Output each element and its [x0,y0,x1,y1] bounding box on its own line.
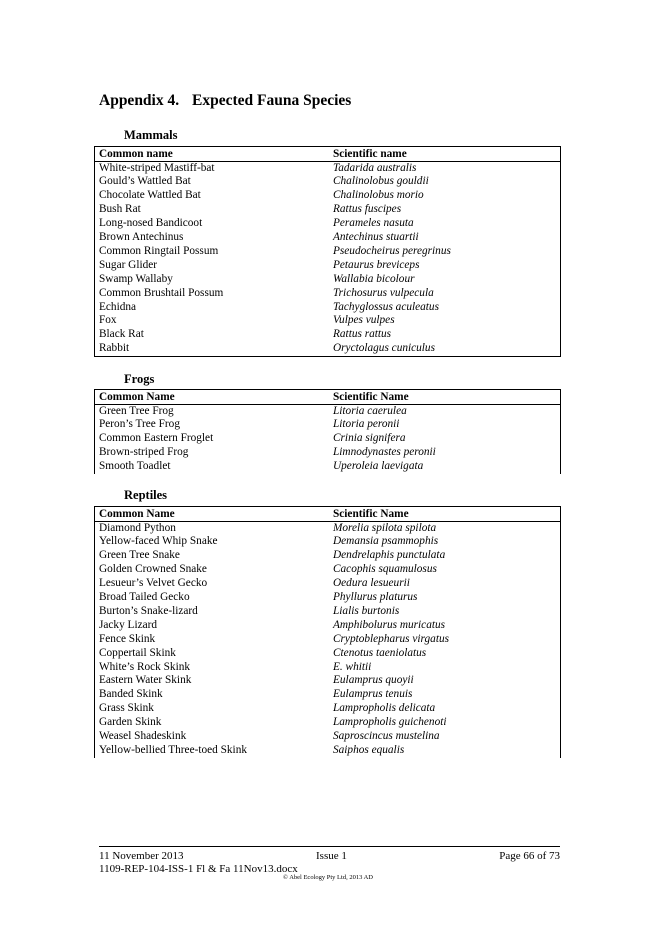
footer-page-number: Page 66 of 73 [499,850,560,862]
table-row [95,744,561,758]
table-header-row [95,507,561,522]
footer-document-reference: 1109-REP-104-ISS-1 Fl & Fa 11Nov13.docx [99,863,298,875]
appendix-title: Expected Fauna Species [192,92,352,109]
scientific-name-cell: Oryctolagus cuniculus [333,342,435,355]
frogs-heading: Frogs [124,372,155,386]
common-name-cell: Green Tree Frog [99,404,174,417]
scientific-name-cell: Demansia psammophis [333,535,439,548]
scientific-name-cell: Wallabia bicolour [333,272,415,285]
scientific-name-cell: Cacophis squamulosus [333,563,437,576]
table-row [95,404,561,418]
mammals-table [94,146,561,357]
footer-date: 11 November 2013 [99,850,184,862]
table-row [95,328,561,342]
common-name-cell: Rabbit [99,342,130,355]
common-name-cell: Long-nosed Bandicoot [99,217,203,230]
scientific-name-cell: Chalinolobus gouldii [333,175,429,188]
common-name-cell: Diamond Python [99,521,176,534]
common-name-cell: Common Eastern Froglet [99,432,214,445]
scientific-name-cell: Oedura lesueurii [333,577,410,590]
scientific-name-cell: Eulamprus tenuis [333,688,413,701]
footer-issue: Issue 1 [316,850,347,862]
common-name-cell: Smooth Toadlet [99,460,171,473]
page-title [99,92,351,110]
table-header-row [95,390,561,405]
common-name-cell: Coppertail Skink [99,646,176,659]
common-name-cell: Jacky Lizard [99,618,158,631]
scientific-name-cell: Rattus fuscipes [333,203,402,216]
common-name-cell: White’s Rock Skink [99,660,190,673]
common-name-cell: Black Rat [99,328,144,341]
scientific-name-cell: Antechinus stuartii [333,231,419,244]
common-name-cell: Brown Antechinus [99,231,184,244]
table-row [95,716,561,730]
common-name-cell: Yellow-bellied Three-toed Skink [99,744,247,756]
common-name-cell: Peron’s Tree Frog [99,418,180,431]
table-row [95,605,561,619]
common-name-cell: Banded Skink [99,688,163,701]
scientific-name-cell: Cryptoblepharus virgatus [333,632,450,645]
table-row [95,521,561,535]
table-row [95,633,561,647]
scientific-name-cell: Tachyglossus aculeatus [333,300,439,313]
table-row [95,577,561,591]
scientific-name-cell: Uperoleia laevigata [333,460,424,473]
table-row [95,217,561,231]
scientific-name-cell: Limnodynastes peronii [333,446,436,459]
table-row [95,446,561,460]
table-row [95,189,561,203]
appendix-number: Appendix 4. [99,92,180,109]
table-row [95,161,561,175]
common-name-cell: Grass Skink [99,702,154,715]
common-name-cell: Gould’s Wattled Bat [99,175,191,188]
scientific-name-cell: Crinia signifera [333,432,406,445]
table-row [95,273,561,287]
table-row [95,688,561,702]
table-row [95,702,561,716]
common-name-cell: Weasel Shadeskink [99,730,187,743]
column-header-common: Common Name [99,508,175,520]
common-name-cell: Lesueur’s Velvet Gecko [99,577,208,590]
common-name-cell: Echidna [99,300,137,313]
footer-copyright: © Abel Ecology Pty Ltd, 2013 AD [283,874,373,881]
column-header-scientific: Scientific Name [333,391,409,403]
common-name-cell: Golden Crowned Snake [99,563,207,576]
frogs-table [94,389,561,474]
table-header-row [95,147,561,162]
table-row [95,432,561,446]
table-row [95,591,561,605]
scientific-name-cell: Rattus rattus [333,328,392,341]
scientific-name-cell: Chalinolobus morio [333,189,424,202]
table-row [95,301,561,315]
table-row [95,418,561,432]
common-name-cell: White-striped Mastiff-bat [99,161,215,174]
scientific-name-cell: Vulpes vulpes [333,314,395,327]
table-row [95,342,561,356]
common-name-cell: Swamp Wallaby [99,272,173,285]
column-header-scientific: Scientific Name [333,508,409,520]
scientific-name-cell: Litoria caerulea [333,404,407,417]
reptiles-table [94,506,561,758]
common-name-cell: Brown-striped Frog [99,446,189,459]
table-row [95,674,561,688]
scientific-name-cell: Petaurus breviceps [333,258,420,271]
common-name-cell: Yellow-faced Whip Snake [99,535,218,548]
scientific-name-cell: Perameles nasuta [333,217,414,230]
footer-divider [99,846,560,847]
scientific-name-cell: Amphibolurus muricatus [333,618,446,631]
scientific-name-cell: Trichosurus vulpecula [333,286,434,299]
common-name-cell: Green Tree Snake [99,549,180,562]
scientific-name-cell: E. whitii [333,660,372,673]
common-name-cell: Sugar Glider [99,258,158,271]
scientific-name-cell: Lampropholis delicata [333,702,436,715]
scientific-name-cell: Saiphos equalis [333,744,405,756]
scientific-name-cell: Ctenotus taeniolatus [333,646,427,659]
common-name-cell: Fence Skink [99,632,156,645]
scientific-name-cell: Eulamprus quoyii [333,674,414,687]
common-name-cell: Common Brushtail Possum [99,286,224,299]
table-row [95,460,561,474]
scientific-name-cell: Morelia spilota spilota [333,521,437,534]
common-name-cell: Common Ringtail Possum [99,244,219,257]
scientific-name-cell: Lampropholis guichenoti [333,716,447,729]
table-row [95,563,561,577]
scientific-name-cell: Litoria peronii [333,418,400,431]
table-row [95,259,561,273]
common-name-cell: Chocolate Wattled Bat [99,189,201,202]
table-row [95,287,561,301]
table-row [95,314,561,328]
column-header-common: Common Name [99,391,175,403]
scientific-name-cell: Saproscincus mustelina [333,730,440,743]
table-row [95,730,561,744]
scientific-name-cell: Pseudocheirus peregrinus [333,244,451,257]
scientific-name-cell: Dendrelaphis punctulata [333,549,446,562]
mammals-heading: Mammals [124,128,178,142]
reptiles-heading: Reptiles [124,488,168,502]
table-row [95,549,561,563]
table-row [95,535,561,549]
common-name-cell: Garden Skink [99,716,162,729]
table-row [95,175,561,189]
table-row [95,203,561,217]
table-row [95,647,561,661]
common-name-cell: Eastern Water Skink [99,674,192,687]
common-name-cell: Broad Tailed Gecko [99,591,190,604]
common-name-cell: Burton’s Snake-lizard [99,604,198,617]
common-name-cell: Fox [99,314,117,327]
table-row [95,661,561,675]
table-row [95,619,561,633]
scientific-name-cell: Tadarida australis [333,161,417,174]
table-row [95,245,561,259]
scientific-name-cell: Lialis burtonis [333,604,400,617]
common-name-cell: Bush Rat [99,203,141,216]
column-header-scientific: Scientific name [333,148,407,160]
table-row [95,231,561,245]
column-header-common: Common name [99,148,173,160]
scientific-name-cell: Phyllurus platurus [333,591,418,604]
